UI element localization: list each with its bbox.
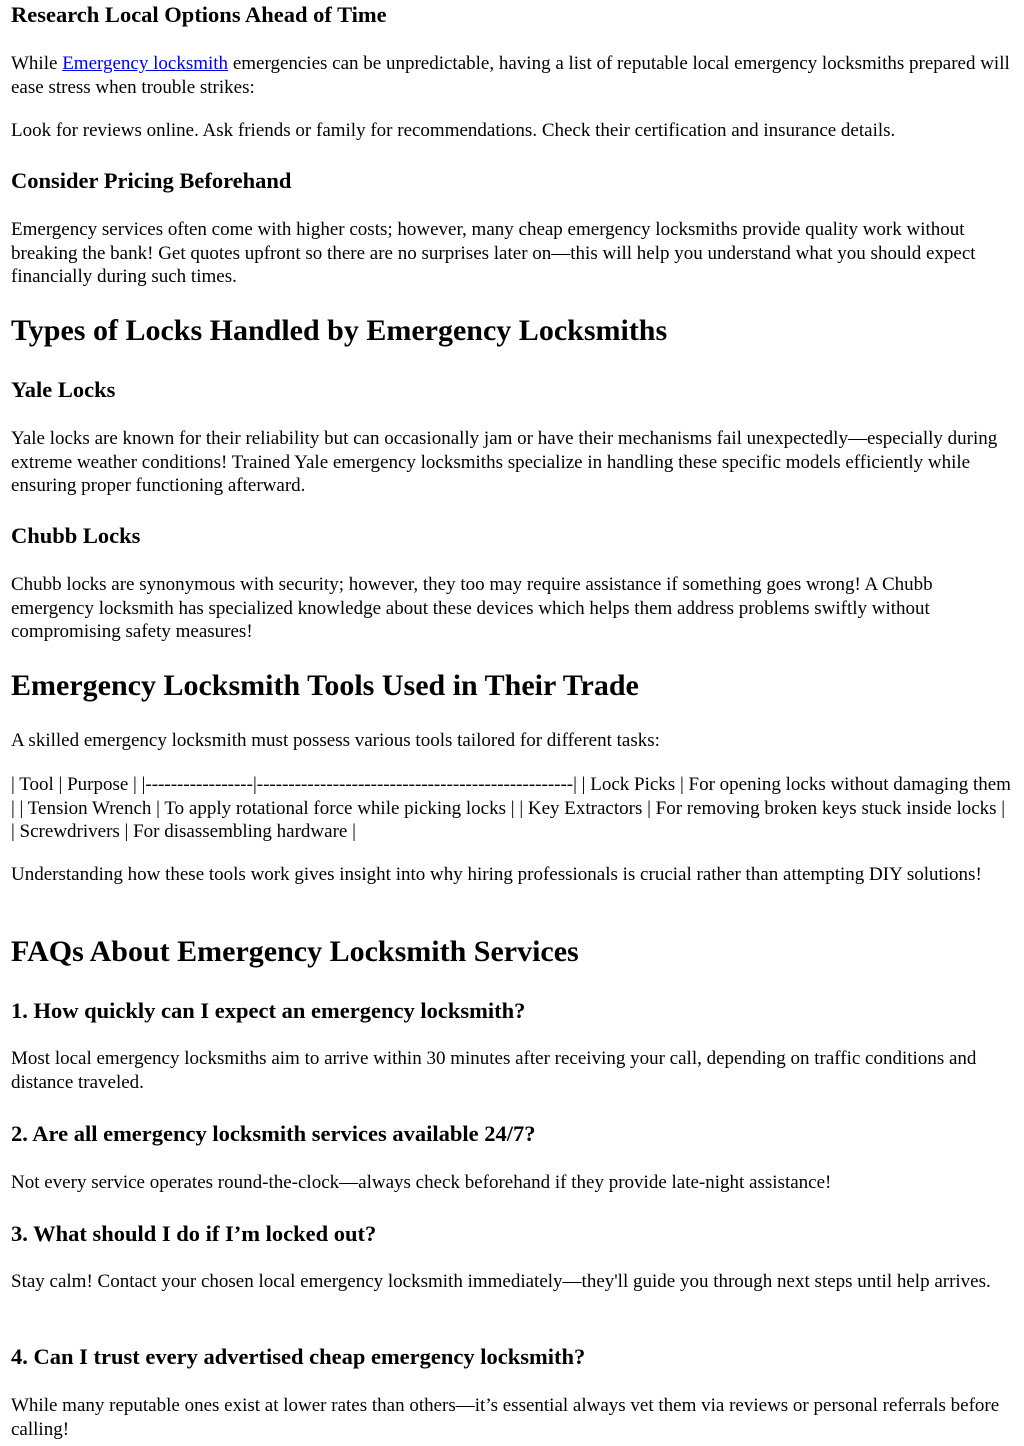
faq-answer-4: While many reputable ones exist at lower rates than others—it’s essential always vet them via reviews or personal referrals before calling! — [11, 1395, 1000, 1440]
faqs-heading: FAQs About Emergency Locksmith Services — [11, 935, 579, 968]
emergency-locksmith-link[interactable]: Emergency locksmith — [62, 53, 229, 74]
chubb-heading: Chubb Locks — [11, 523, 141, 548]
research-tips: Look for reviews online. Ask friends or family for recommendations. Check their certification and insurance details. — [11, 120, 896, 141]
pricing-body: Emergency services often come with higher costs; however, many cheap emergency locksmiths provide quality work without breaking the bank! Get quotes upfront so there are no surprises later on—this will help you understand what you should expect financially during such times. — [11, 219, 976, 287]
research-intro-before-link: While — [11, 53, 63, 74]
faq-question-2: 2. Are all emergency locksmith services available 24/7? — [11, 1121, 536, 1146]
faq-answer-3: Stay calm! Contact your chosen local emergency locksmith immediately—they'll guide you through next steps until help arrives. — [11, 1271, 991, 1292]
chubb-body: Chubb locks are synonymous with security; however, they too may require assistance if something goes wrong! A Chubb emergency locksmith has specialized knowledge about these devices which helps them address problems swiftly without compromising safety measures! — [11, 574, 933, 642]
faq-question-3: 3. What should I do if I’m locked out? — [11, 1221, 377, 1246]
research-heading: Research Local Options Ahead of Time — [11, 2, 387, 27]
tools-heading: Emergency Locksmith Tools Used in Their Trade — [11, 669, 639, 702]
tools-table-text: | Tool | Purpose | |-----------------|--------------------------------------------------| | Lock Picks | For opening locks without damaging them | | Tension Wrench | To apply rotational force while picking locks | | Key Extractors | For removing broken keys stuck inside locks | | Screwdrivers | For disassembling hardware | — [11, 774, 1011, 842]
tools-outro: Understanding how these tools work gives insight into why hiring professionals is crucial rather than attempting DIY solutions! — [11, 864, 982, 885]
research-intro — [11, 52, 1013, 99]
tools-intro: A skilled emergency locksmith must possess various tools tailored for different tasks: — [11, 730, 660, 751]
yale-body: Yale locks are known for their reliability but can occasionally jam or have their mechanisms fail unexpectedly—especially during extreme weather conditions! Trained Yale emergency locksmiths specialize in handling these specific models efficiently while ensuring proper functioning afterward. — [11, 428, 998, 496]
lock-types-heading: Types of Locks Handled by Emergency Locksmiths — [11, 314, 668, 347]
faq-answer-2: Not every service operates round-the-clock—always check beforehand if they provide late-night assistance! — [11, 1172, 832, 1193]
faq-answer-1: Most local emergency locksmiths aim to arrive within 30 minutes after receiving your call, depending on traffic conditions and distance traveled. — [11, 1048, 977, 1093]
faq-question-1: 1. How quickly can I expect an emergency locksmith? — [11, 998, 526, 1023]
pricing-heading: Consider Pricing Beforehand — [11, 168, 292, 193]
research-intro-after-link: emergencies can be unpredictable, having a list of reputable local emergency locksmiths prepared will ease stress when trouble strikes: — [11, 53, 1010, 98]
faq-question-4: 4. Can I trust every advertised cheap emergency locksmith? — [11, 1344, 586, 1369]
yale-heading: Yale Locks — [11, 377, 116, 402]
